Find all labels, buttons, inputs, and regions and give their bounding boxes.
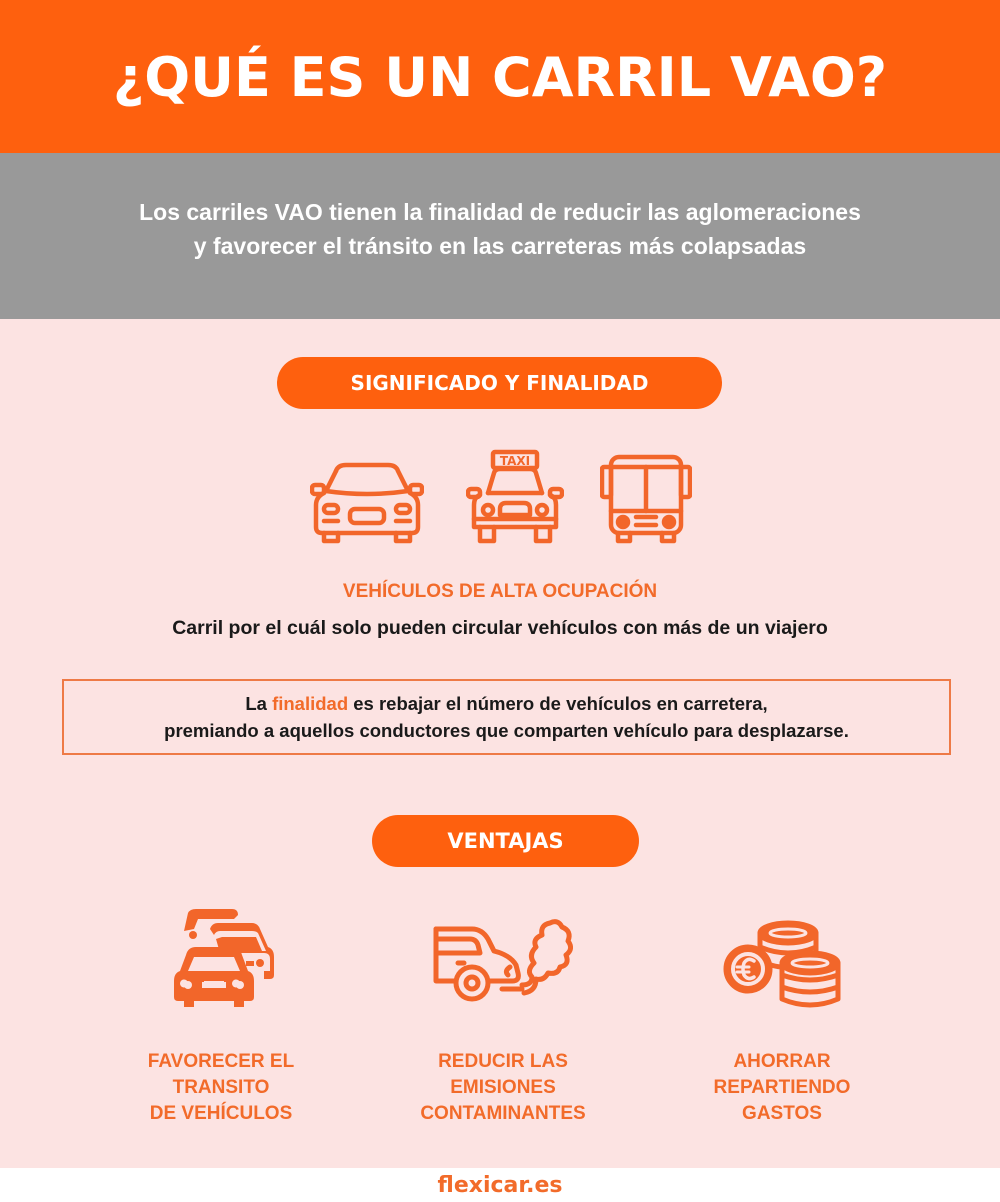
benefit-1-line-1: FAVORECER EL	[147, 1051, 295, 1072]
purpose-highlight: finalidad	[272, 693, 349, 714]
section-heading-ventajas: VENTAJAS	[372, 815, 639, 867]
taxi-icon	[466, 449, 564, 547]
benefit-2-line-2: EMISIONES	[450, 1077, 556, 1098]
benefit-label-emissions	[373, 1049, 633, 1127]
intro-line-2: y favorecer el tránsito en las carreteras más colapsadas	[193, 233, 807, 259]
intro-band	[0, 153, 1000, 319]
svg-text:TAXI: TAXI	[499, 454, 531, 468]
benefit-1-line-2: TRANSITO	[172, 1077, 270, 1098]
benefit-2-line-1: REDUCIR LAS	[438, 1051, 568, 1072]
section-heading-significado: SIGNIFICADO Y FINALIDAD	[277, 357, 722, 409]
benefit-3-line-1: AHORRAR	[733, 1051, 831, 1072]
vao-description: Carril por el cuál solo pueden circular vehículos con más de un viajero	[172, 617, 828, 639]
intro-text	[139, 195, 861, 263]
benefit-3-line-3: GASTOS	[742, 1103, 822, 1124]
content-area	[0, 319, 1000, 1168]
purpose-line-1-rest: es rebajar el número de vehículos en carretera,	[348, 693, 768, 714]
bus-icon	[600, 453, 692, 545]
intro-line-1: Los carriles VAO tienen la finalidad de reducir las aglomeraciones	[139, 199, 861, 225]
car-front-icon	[310, 461, 424, 545]
header-banner	[0, 0, 1000, 153]
purpose-line-2: premiando a aquellos conductores que comparten vehículo para desplazarse.	[164, 720, 849, 741]
traffic-cars-icon	[174, 907, 278, 1007]
brand-link[interactable]: flexicar.es	[437, 1172, 563, 1198]
purpose-prefix: La	[245, 693, 273, 714]
benefit-label-transit	[91, 1049, 351, 1127]
page-title: ¿QUÉ ES UN CARRIL VAO?	[112, 46, 888, 109]
purpose-line-1	[245, 690, 767, 717]
purpose-callout	[62, 679, 951, 755]
car-emissions-icon	[432, 913, 576, 1009]
benefit-1-line-3: DE VEHÍCULOS	[149, 1103, 293, 1124]
benefit-label-savings	[652, 1049, 912, 1127]
vao-subtitle: VEHÍCULOS DE ALTA OCUPACIÓN	[342, 581, 658, 602]
benefit-3-line-2: REPARTIENDO	[713, 1077, 851, 1098]
benefit-2-line-3: CONTAMINANTES	[420, 1103, 586, 1124]
euro-coins-icon	[722, 919, 844, 1009]
footer	[0, 1168, 1000, 1202]
